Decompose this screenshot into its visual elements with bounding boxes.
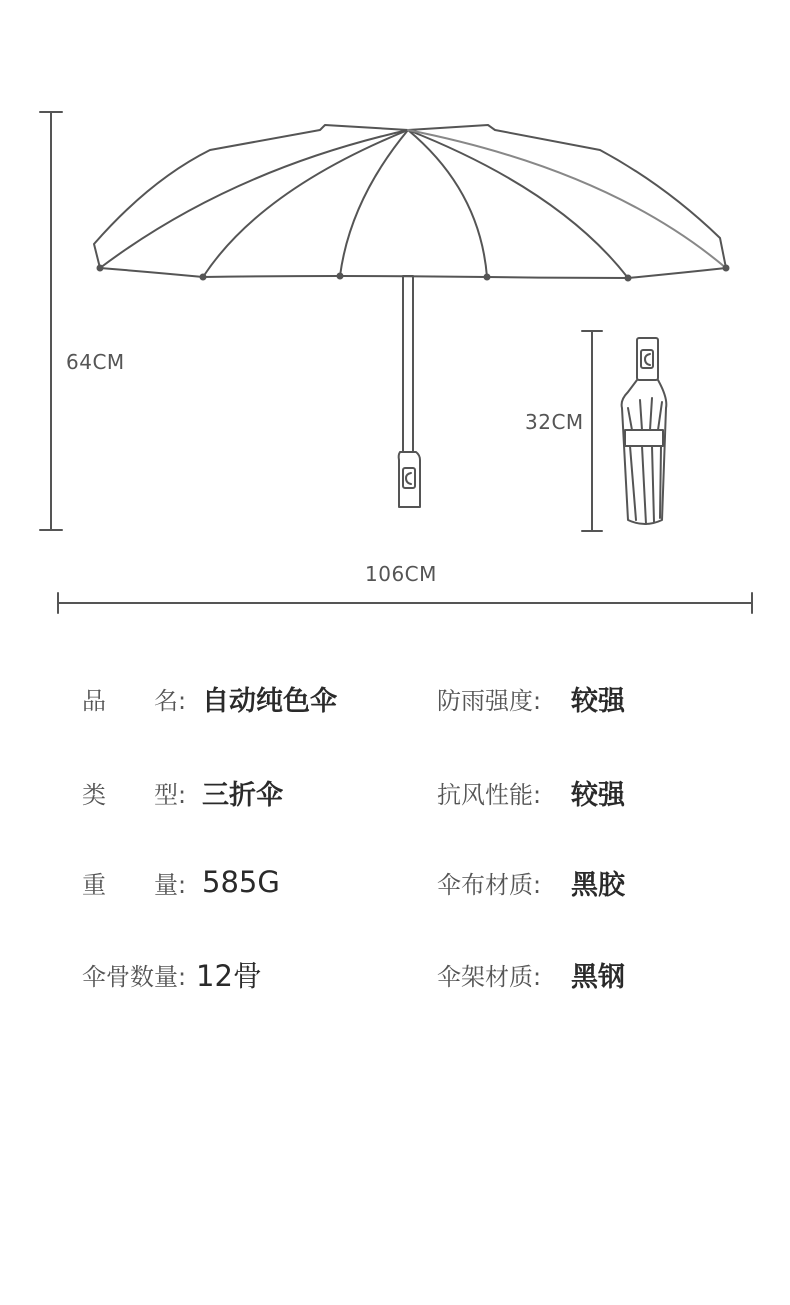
spec-value: 较强 — [571, 685, 625, 717]
spec-row-wind — [437, 768, 625, 816]
spec-label: 伞架材质: — [437, 962, 542, 991]
spec-row-weight — [82, 858, 280, 906]
open-umbrella-canopy — [94, 125, 729, 281]
open-umbrella-handle — [399, 276, 420, 507]
spec-row-name — [82, 674, 337, 722]
spec-label: 伞骨数量: — [82, 962, 187, 991]
spec-row-rain — [437, 674, 625, 722]
spec-row-ribs — [82, 950, 262, 998]
spec-value: 较强 — [571, 779, 625, 811]
spec-row-frame — [437, 950, 625, 998]
spec-label: 伞布材质: — [437, 870, 542, 899]
spec-value: 自动纯色伞 — [202, 685, 337, 717]
umbrella-drawing — [0, 0, 790, 640]
height-dimension-line — [40, 112, 62, 530]
spec-value: 12骨 — [196, 958, 262, 993]
width-label: 106CM — [365, 562, 437, 586]
spec-row-fabric — [437, 858, 625, 906]
spec-value: 黑钢 — [571, 961, 625, 993]
spec-label: 类 型: — [82, 780, 187, 809]
folded-dimension-line — [582, 331, 602, 531]
spec-label: 防雨强度: — [437, 686, 542, 715]
spec-row-type — [82, 768, 283, 816]
spec-value: 黑胶 — [571, 869, 625, 901]
spec-value: 585G — [202, 865, 280, 899]
folded-length-label: 32CM — [525, 410, 584, 434]
width-dimension-line — [58, 593, 752, 613]
umbrella-dimension-diagram — [0, 0, 790, 640]
height-label: 64CM — [66, 350, 125, 374]
spec-label: 抗风性能: — [437, 780, 542, 809]
spec-label: 品 名: — [82, 686, 187, 715]
spec-label: 重 量: — [82, 870, 187, 899]
folded-umbrella — [622, 338, 667, 524]
spec-value: 三折伞 — [202, 779, 283, 811]
